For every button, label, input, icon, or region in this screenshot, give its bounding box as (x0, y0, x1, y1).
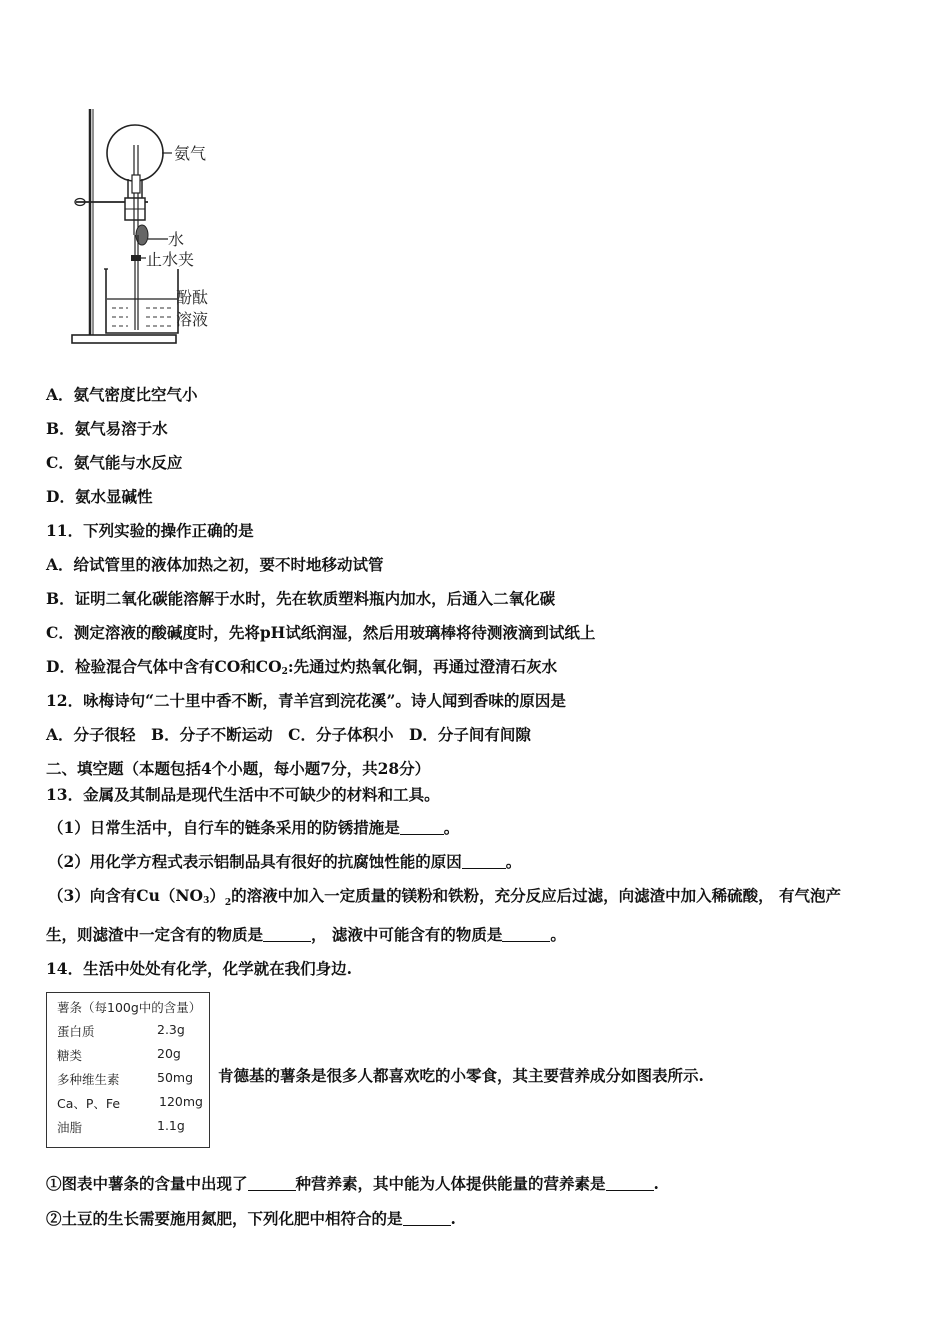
q14-description: 肯德基的薯条是很多人都喜欢吃的小零食，其主要营养成分如图表所示. (218, 1066, 704, 1085)
table-row-name: 油脂 (57, 1120, 83, 1135)
q11-stem: 11．下列实验的操作正确的是 (46, 521, 254, 540)
label-clamp: 止水夹 (146, 250, 195, 269)
stand-base (72, 335, 176, 343)
q13-part3-cont: 生，则滤渣中一定含有的物质是 ， 滤液中可能含有的物质是 。 (46, 925, 566, 944)
answer-blank[interactable] (400, 820, 444, 835)
section-title: 二、填空题（本题包括4个小题，每小题7分，共28分） (46, 759, 431, 778)
table-header: 薯条（每100g中的含量） (57, 1000, 202, 1015)
answer-blank[interactable] (606, 1176, 654, 1191)
label-gas: 氨气 (174, 144, 207, 163)
q14-stem: 14．生活中处处有化学，化学就在我们身边. (46, 959, 352, 978)
table-row-name: Ca、P、Fe (57, 1096, 121, 1111)
answer-blank[interactable] (248, 1176, 296, 1191)
beaker (106, 269, 178, 333)
answer-blank[interactable] (502, 927, 550, 942)
q14-sub2: ②土豆的生长需要施用氮肥，下列化肥中相符合的是 . (46, 1209, 456, 1228)
q14-sub1: ①图表中薯条的含量中出现了 种营养素，其中能为人体提供能量的营养素是 . (46, 1174, 659, 1193)
q10-option-d: D．氨水显碱性 (46, 487, 153, 506)
flask-bulb (107, 125, 163, 181)
table-row-value: 50mg (157, 1070, 194, 1085)
table-row-name: 蛋白质 (57, 1024, 95, 1039)
apparatus-figure (68, 105, 228, 353)
q13-stem: 13．金属及其制品是现代生活中不可缺少的材料和工具。 (46, 785, 440, 804)
label-solution-2: 溶液 (176, 310, 209, 329)
q13-part2: （2）用化学方程式表示铝制品具有很好的抗腐蚀性能的原因 。 (48, 852, 522, 871)
table-row-name: 多种维生素 (57, 1072, 120, 1087)
label-solution-1: 酚酞 (176, 288, 209, 307)
nutrition-table (46, 992, 210, 1148)
q10-option-b: B．氨气易溶于水 (46, 419, 168, 438)
q13-part3: （3）向含有$Cu(NO_3)_2$的溶液中加入一定质量的镁粉和铁粉，充分反应后过滤，向滤渣中加入稀硫酸， 有气泡产 (48, 886, 842, 908)
answer-blank[interactable] (403, 1211, 451, 1226)
answer-blank[interactable] (263, 927, 311, 942)
water-clamp (131, 255, 141, 261)
answer-blank[interactable] (462, 854, 506, 869)
q11-option-a: A．给试管里的液体加热之初，要不时地移动试管 (46, 555, 384, 574)
q11-option-d: D．检验混合气体中含有CO和$CO_2$:先通过灼热氧化铜，再通过澄清石灰水 (46, 657, 558, 677)
q10-option-a: A．氨气密度比空气小 (46, 385, 198, 404)
q13-part1: （1）日常生活中，自行车的链条采用的防锈措施是 。 (48, 818, 460, 837)
q11-option-b: B．证明二氧化碳能溶解于水时，先在软质塑料瓶内加水，后通入二氧化碳 (46, 589, 556, 608)
label-water: 水 (168, 230, 185, 249)
table-row-name: 糖类 (57, 1048, 83, 1063)
table-row-value: 20g (157, 1046, 181, 1061)
q10-option-c: C．氨气能与水反应 (46, 453, 183, 472)
q12-options: A．分子很轻 B．分子不断运动 C．分子体积小 D．分子间有间隙 (46, 725, 531, 744)
q12-stem: 12．咏梅诗句“二十里中香不断，青羊宫到浣花溪”。诗人闻到香味的原因是 (46, 691, 566, 710)
table-row-value: 2.3g (157, 1022, 185, 1037)
q11-option-c: C．测定溶液的酸碱度时，先将pH试纸润湿，然后用玻璃棒将待测液滴到试纸上 (46, 623, 596, 642)
table-row-value: 1.1g (157, 1118, 185, 1133)
table-row-value: 120mg (159, 1094, 203, 1109)
